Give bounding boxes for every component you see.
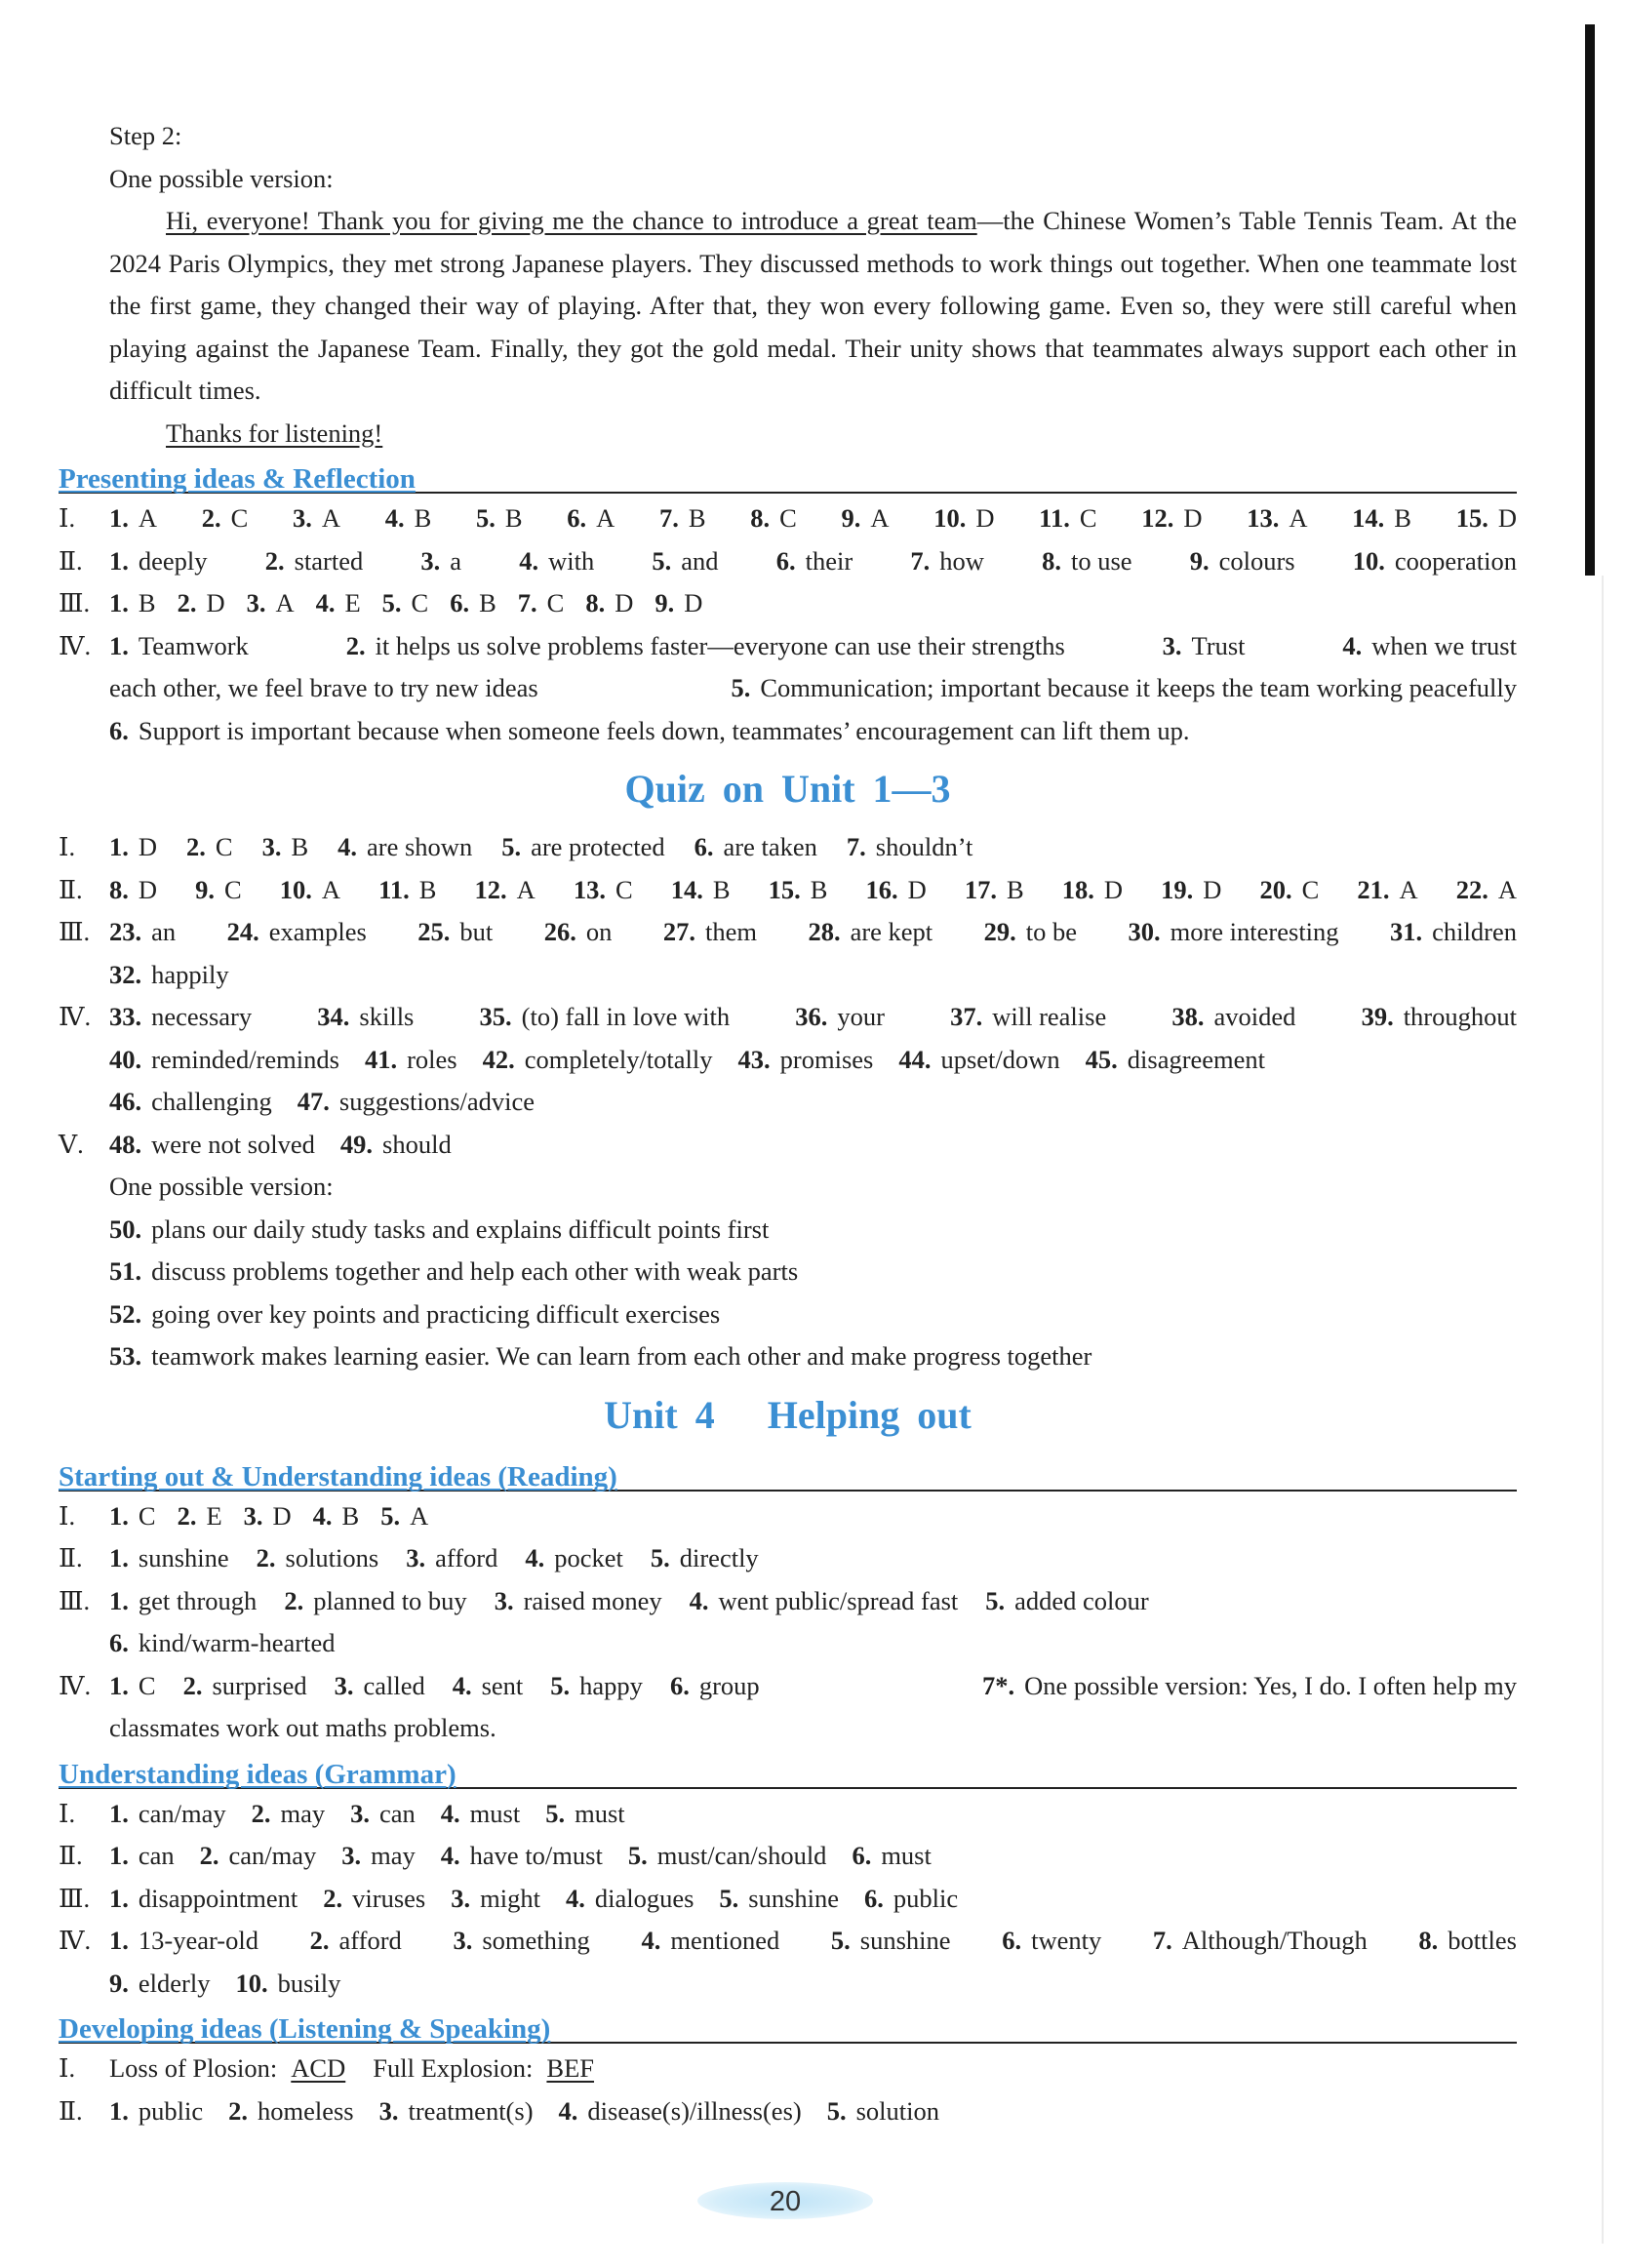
answer-item: 4. have to/must [440,1841,603,1870]
answer-item: 6. are taken [694,832,817,861]
answer-item: 2. viruses [323,1883,426,1913]
unit-title: Unit 4 Helping out [604,1392,972,1437]
answer-row-continued: 6. Support is important because when someone feels down, teammates’ encouragement can lift them up. [109,715,1190,745]
answer-item: 48. were not solved [109,1129,315,1159]
answer-item: 2. it helps us solve problems faster—everyone can use their strengths [345,630,1065,660]
answer-item: 3. a [420,545,462,576]
answer-item: 34. skills [317,1002,415,1031]
answer-item: 47. suggestions/advice [297,1087,536,1116]
answer-row: Ⅳ. 1. Teamwork 2. it helps us solve problems faster—everyone can use their strengths 3. Trust 4. when we trust [59,625,1517,668]
version-label: One possible version: [109,1172,334,1201]
answer-row: Ⅰ. Loss of Plosion: ACD Full Explosion: BEF [59,2053,595,2083]
answer-row-continued [59,954,1517,997]
answer-row-continued [59,1081,1517,1124]
answer-item: 33. necessary [109,1002,253,1031]
answer-row: Ⅴ. 48. were not solved 49. should [59,1124,1517,1167]
answer-item: 1. B [109,588,156,617]
answer-item: 3. called [334,1670,425,1700]
answer-row: Ⅱ. 1. sunshine 2. solutions 3. afford 4. pocket 5. directly [59,1537,1517,1580]
answer-item: 4. B [312,1500,360,1531]
answer-item: 8. bottles [1418,1926,1517,1955]
answer-item: 3. B [261,832,309,861]
speech-underlined: Hi, everyone! Thank you for giving me the chance to introduce a great team [166,206,977,235]
answer-item: 6. kind/warm-hearted [109,1628,336,1657]
answer-item: 7. how [910,545,984,576]
answer-item: 2. planned to buy [284,1585,467,1615]
answer-item: 2. can/may [199,1841,317,1870]
answer-item: 4. mentioned [641,1926,780,1955]
answer-item: 2. afford [309,1926,402,1955]
answer-item: 12. D [1141,503,1203,533]
answer-item: 9. D [655,588,703,617]
answer-item: 3. afford [406,1543,498,1572]
answer-item: 2. solutions [256,1543,379,1572]
answer-item: 6. A [567,503,615,533]
answer-item: 5. sunshine [719,1883,840,1913]
answer-item: 7. B [658,503,706,533]
answer-item: 26. on [543,917,613,946]
answer-item: 4. pocket [525,1543,623,1572]
answer-row: Ⅱ. 1. can 2. can/may 3. may 4. have to/must 5. must/can/should 6. must [59,1835,1517,1878]
answer-item: 4. with [519,545,595,576]
answer-item: 42. completely/totally [482,1044,713,1074]
answer-row: Ⅳ. 1. 13-year-old 2. afford 3. something 4. mentioned 5. sunshine 6. twenty 7. Although/Though 8. bottles [59,1920,1517,1963]
answer-item: 31. children [1390,917,1517,946]
answer-item: 35. (to) fall in love with [479,1002,731,1031]
answer-item: 1. public [109,2095,204,2126]
answer-item: 5. A [380,1500,429,1531]
answer-item: 10. D [933,503,995,533]
answer-item: 8. D [109,874,158,904]
answer-item: 6. must [852,1841,932,1870]
answer-row-continued: each other, we feel brave to try new ideas 5. Communication; important because it keeps the team working peacefully [109,673,1517,702]
answer-item: 39. throughout [1361,1002,1517,1031]
answer-item: 8. D [585,588,634,617]
answer-item: 4. disease(s)/illness(es) [558,2095,802,2126]
answer-item: 27. them [662,917,757,946]
answer-item: 11. B [378,874,437,904]
answer-item: 5. sunshine [830,1926,951,1955]
answer-item: 17. B [964,874,1024,904]
answer-item: 32. happily [109,959,229,989]
answer-item: 10. busily [235,1968,341,1998]
answer-item: 14. B [670,874,731,904]
answer-item: 19. D [1161,874,1222,904]
answer-item: 9. elderly [109,1968,211,1998]
answer-item: 3. A [246,588,295,617]
answer-item: 16. D [865,874,927,904]
answer-item: 22. A [1455,874,1517,904]
answer-item: 3. Trust [1162,630,1246,660]
answer-item: 3. A [292,503,340,533]
answer-item: 30. more interesting [1128,917,1339,946]
answer-item: 4. B [384,503,432,533]
answer-item: 3. might [451,1883,540,1913]
answer-item: 24. examples [226,917,367,946]
answer-item: 2. D [177,588,225,617]
answer-item: 1. D [109,832,158,861]
answer-item: 5. are protected [501,832,665,861]
version-label: One possible version: [109,163,334,193]
answer-item: 6. group [669,1670,760,1700]
answer-item: 1. can [109,1841,175,1870]
quiz-title: Quiz on Unit 1—3 [624,767,951,811]
answer-row: Ⅲ. 23. an 24. examples 25. but 26. on 27. them 28. are kept 29. to be 30. more interesting 31. children [59,911,1517,954]
answer-item: 3. can [350,1798,416,1828]
answer-row: Ⅳ. 33. necessary 34. skills 35. (to) fall in love with 36. your 37. will realise 38. avoided 39. throughout [59,996,1517,1039]
answer-row: Ⅲ. 1. get through 2. planned to buy 3. raised money 4. went public/spread fast 5. added colour [59,1580,1517,1623]
answer-item: 7. Although/Though [1152,1926,1368,1955]
answer-item: 5. happy [550,1670,643,1700]
answer-row-continued: 52. going over key points and practicing difficult exercises [109,1298,721,1329]
answer-item: 4. dialogues [565,1883,694,1913]
answer-item: 5. must/can/should [627,1841,827,1870]
answer-item: 5. B [475,503,523,533]
answer-row: Ⅰ. 1. A 2. C 3. A 4. B 5. B 6. A 7. B 8. C 9. A 10. D 11. C 12. D 13. A 14. B 15. D [59,497,1517,540]
answer-item: 6. public [864,1883,959,1913]
answer-item: 3. raised money [494,1585,662,1615]
answer-row: Ⅰ. 1. can/may 2. may 3. can 4. must 5. must [59,1793,1517,1836]
answer-item: 7. C [517,588,565,617]
answer-item: 46. challenging [109,1087,272,1116]
answer-item: 36. your [795,1002,885,1031]
answer-item: 38. avoided [1171,1002,1296,1031]
answer-row-continued [59,1963,1517,2006]
answer-item: 40. reminded/reminds [109,1044,339,1074]
answer-item: 28. are kept [808,917,933,946]
speech-paragraph [59,200,1517,413]
answer-item: 8. to use [1042,545,1132,576]
answer-row-continued: 53. teamwork makes learning easier. We can learn from each other and make progress together [109,1341,1092,1371]
answer-item: 4. are shown [337,832,473,861]
answer-item: 49. should [339,1129,452,1159]
answer-row-continued: classmates work out maths problems. [109,1713,496,1742]
answer-item: 4. when we trust [1342,630,1517,660]
answer-item: 2. surprised [182,1670,307,1700]
answer-item: 5. C [381,588,429,617]
answer-item: 4. E [315,588,361,617]
answer-item: 41. roles [364,1044,457,1074]
answer-item: 2. C [201,503,249,533]
answer-item: 9. C [195,874,242,904]
answer-row: Ⅲ. 1. disappointment 2. viruses 3. might 4. dialogues 5. sunshine 6. public [59,1878,1517,1921]
page-number: 20 [769,2186,802,2217]
answer-item: 6. twenty [1002,1926,1102,1955]
answer-item: 1. 13-year-old [109,1926,258,1955]
answer-item: 5. must [545,1798,625,1828]
answer-row: Ⅰ. 1. D 2. C 3. B 4. are shown 5. are protected 6. are taken 7. shouldn’t [59,826,1517,869]
answer-row: Ⅲ. 1. B 2. D 3. A 4. E 5. C 6. B 7. C 8. D 9. D [59,582,1517,625]
answer-item: 1. Teamwork [109,630,249,660]
answer-row: Ⅳ. 1. C 2. surprised 3. called 4. sent 5. happy 6. group 7*. One possible version: Yes, I do. I often help my [59,1665,1517,1708]
answer-item: 15. D [1455,503,1517,533]
step-label: Step 2: [109,121,182,150]
answer-row: Ⅱ. 8. D 9. C 10. A 11. B 12. A 13. C 14. B 15. B 16. D 17. B 18. D 19. D 20. C 21. A 22. A [59,869,1517,912]
answer-item: 14. B [1352,503,1411,533]
answer-item: 20. C [1259,874,1320,904]
answer-item: 4. went public/spread fast [689,1585,959,1615]
answer-row: Ⅱ. 1. deeply 2. started 3. a 4. with 5. and 6. their 7. how 8. to use 9. colours 10. cooperation [59,540,1517,583]
answer-item: 3. something [453,1926,590,1955]
answer-item: 2. homeless [228,2095,354,2126]
answer-item: 43. promises [737,1044,874,1074]
answer-item: 1. C [109,1670,156,1700]
answer-row-continued: 51. discuss problems together and help each other with weak parts [109,1256,799,1286]
section-heading-reading: Starting out & Understanding ideas (Reading) [59,1452,1517,1495]
answer-item: 7. shouldn’t [846,832,973,861]
answer-item: 21. A [1357,874,1418,904]
answer-item: 1. disappointment [109,1883,298,1913]
section-heading-listening: Developing ideas (Listening & Speaking) [59,2005,1517,2048]
speech-text: —the Chinese Women’s Table Tennis Team. At the 2024 Paris Olympics, they met strong Japanese players. They discussed methods to work things out together. When one teammate lost the first game, they changed their way of playing. After that, they won every following game. Even so, they were still careful when playing against the Japanese Team. Finally, they got the gold medal. Their unity shows that teammates always support each other in difficult times. [109,206,1517,405]
answer-item: 1. deeply [109,545,208,576]
answer-item: 45. disagreement [1085,1044,1266,1074]
answer-item: 13. A [1247,503,1308,533]
answer-item: 1. can/may [109,1798,226,1828]
answer-item: 23. an [109,917,177,946]
answer-item: 10. A [279,874,340,904]
answer-item: 25. but [417,917,494,946]
answer-item: 13. C [573,874,633,904]
answer-item: 9. A [841,503,890,533]
answer-item: 1. get through [109,1585,258,1615]
answer-row: Ⅰ. 1. C 2. E 3. D 4. B 5. A [59,1495,1517,1538]
answer-row-continued: 50. plans our daily study tasks and explains difficult points first [109,1214,770,1244]
answer-item: 8. C [750,503,797,533]
answer-item: 6. their [775,545,853,576]
answer-item: 5. added colour [985,1585,1149,1615]
answer-item: 9. colours [1189,545,1295,576]
answer-item: 18. D [1061,874,1124,904]
answer-item: 2. C [186,832,233,861]
answer-page [59,115,1517,2132]
scan-edge-bar [1585,24,1595,576]
answer-item: 44. upset/down [898,1044,1060,1074]
page-number-badge [697,2182,873,2219]
answer-item: 12. A [474,874,536,904]
answer-row-continued [59,1622,1517,1665]
answer-item: 10. cooperation [1352,545,1517,576]
answer-item: 3. treatment(s) [378,2095,534,2126]
section-heading-presenting: Presenting ideas & Reflection [59,455,1517,497]
answer-row-continued [59,1039,1517,1082]
answer-item: 15. B [768,874,828,904]
answer-item: 11. C [1039,503,1097,533]
answer-item: 5. directly [650,1543,759,1572]
answer-item: 6. B [450,588,496,617]
section-heading-grammar: Understanding ideas (Grammar) [59,1750,1517,1793]
answer-item: 29. to be [983,917,1078,946]
answer-item: 2. started [264,545,364,576]
answer-item: 37. will realise [950,1002,1107,1031]
speech-closing: Thanks for listening! [166,418,383,448]
answer-item: 2. E [177,1500,222,1531]
answer-item: 3. D [243,1500,292,1531]
answer-item: 1. A [109,503,158,533]
answer-item: 2. may [251,1798,326,1828]
answer-item: 4. sent [452,1670,524,1700]
answer-item: 5. and [652,545,719,576]
answer-item: 1. sunshine [109,1543,229,1572]
scan-edge-line [1602,576,1604,2244]
answer-item: 3. may [341,1841,416,1870]
answer-item: 1. C [109,1500,156,1531]
answer-row: Ⅱ. 1. public 2. homeless 3. treatment(s) 4. disease(s)/illness(es) 5. solution [59,2090,1517,2133]
answer-item: 5. solution [826,2095,939,2126]
answer-item: 4. must [440,1798,521,1828]
